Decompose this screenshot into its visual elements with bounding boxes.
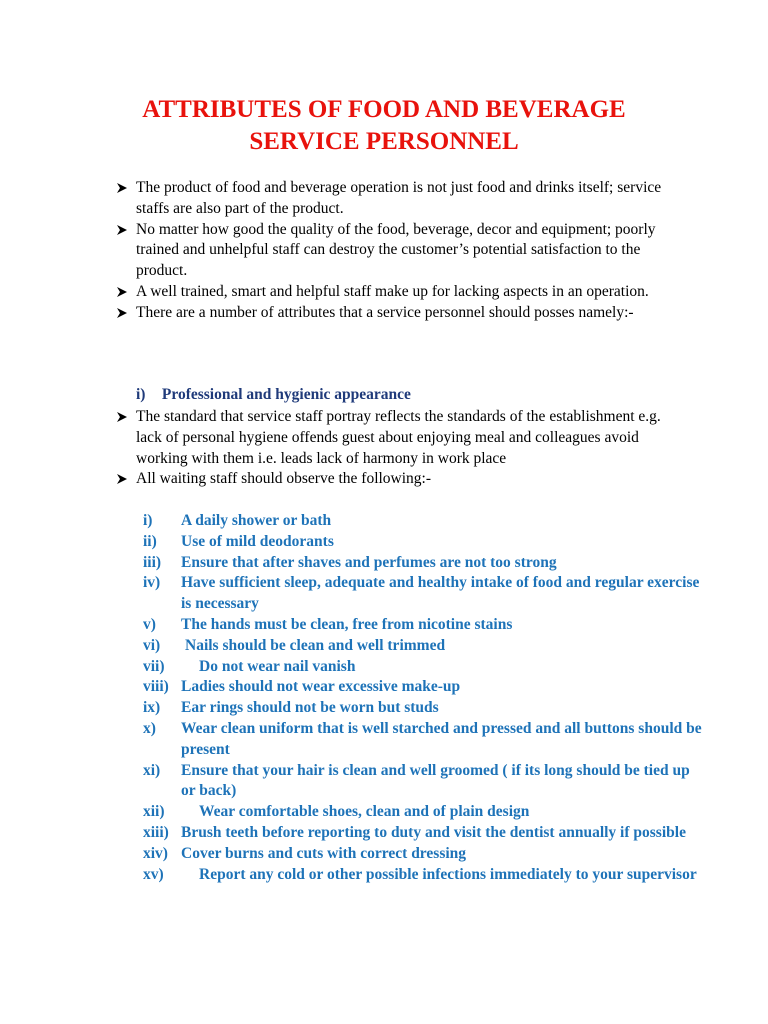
arrowhead-bullet-icon — [116, 473, 128, 485]
title-line-2: SERVICE PERSONNEL — [249, 128, 519, 155]
list-item — [143, 636, 703, 657]
item-text: Wear clean uniform that is well starched and pressed and all buttons should be present — [181, 719, 702, 758]
section-title: Professional and hygienic appearance — [161, 386, 411, 403]
item-text: Use of mild deodorants — [181, 532, 334, 550]
item-number: xv) — [143, 865, 164, 883]
document-title — [0, 94, 768, 158]
list-item — [143, 573, 703, 615]
item-number: v) — [143, 615, 156, 633]
item-number: viii) — [143, 678, 169, 696]
item-number: xiv) — [143, 844, 168, 862]
arrowhead-bullet-icon — [116, 182, 128, 194]
item-number: xiii) — [143, 823, 169, 841]
bullet-text: A well trained, smart and helpful staff make up for lacking aspects in an operation. — [136, 282, 649, 300]
arrowhead-bullet-icon — [116, 307, 128, 319]
title-line-1: ATTRIBUTES OF FOOD AND BEVERAGE — [142, 96, 626, 123]
list-item — [143, 761, 703, 803]
arrowhead-bullet-icon — [116, 411, 128, 423]
bullet-text: No matter how good the quality of the food, beverage, decor and equipment; poorly trained and unhelpful staff can destroy the customer’s potential satisfaction to the product. — [136, 220, 656, 280]
list-item — [116, 407, 676, 469]
item-number: ii) — [143, 532, 157, 550]
item-number: xii) — [143, 803, 165, 821]
item-text: Have sufficient sleep, adequate and healthy intake of food and regular exercise is necessary — [181, 574, 700, 613]
item-text: Ladies should not wear excessive make-up — [181, 678, 461, 696]
item-number: iv) — [143, 574, 161, 592]
section-number: i) — [136, 386, 146, 403]
item-text: Wear comfortable shoes, clean and of plain design — [199, 803, 530, 821]
item-number: x) — [143, 719, 156, 737]
list-item — [143, 511, 703, 532]
list-item — [143, 615, 703, 636]
item-number: vii) — [143, 657, 165, 675]
item-text: Ensure that your hair is clean and well groomed ( if its long should be tied up or back) — [181, 761, 690, 800]
arrowhead-bullet-icon — [116, 224, 128, 236]
list-item — [143, 657, 703, 678]
item-text: Report any cold or other possible infections immediately to your supervisor — [199, 865, 697, 883]
item-number: i) — [143, 512, 153, 529]
list-item — [143, 802, 703, 823]
list-item — [143, 553, 703, 574]
list-item — [116, 282, 676, 303]
list-item — [143, 532, 703, 553]
item-number: iii) — [143, 553, 162, 571]
list-item — [116, 303, 676, 324]
list-item — [116, 178, 676, 220]
hygiene-checklist — [143, 511, 703, 885]
bullet-text: The standard that service staff portray reflects the standards of the establishment e.g. lack of personal hygiene offends guest about enjoying meal and colleagues avoid working with them i.e. leads lack of harmony in work place — [136, 408, 661, 467]
item-text: Ensure that after shaves and perfumes are not too strong — [181, 553, 557, 571]
item-text: Ear rings should not be worn but studs — [181, 699, 439, 717]
bullet-text: The product of food and beverage operation is not just food and drinks itself; service staffs are also part of the product. — [136, 179, 662, 217]
item-text: Brush teeth before reporting to duty and visit the dentist annually if possible — [181, 823, 686, 841]
section-heading — [136, 386, 411, 404]
list-item — [143, 719, 703, 761]
item-text: Cover burns and cuts with correct dressing — [181, 844, 467, 862]
list-item — [143, 823, 703, 844]
list-item — [116, 469, 676, 490]
item-number: vi) — [143, 636, 161, 654]
section-bullet-list — [116, 407, 676, 490]
bullet-text: There are a number of attributes that a service personnel should posses namely:- — [136, 303, 634, 321]
item-text: The hands must be clean, free from nicotine stains — [181, 615, 513, 633]
arrowhead-bullet-icon — [116, 286, 128, 298]
list-item — [143, 865, 703, 886]
intro-bullet-list — [116, 178, 676, 324]
item-number: ix) — [143, 699, 161, 717]
bullet-text: All waiting staff should observe the following:- — [136, 470, 432, 488]
list-item — [143, 677, 703, 698]
item-text: Nails should be clean and well trimmed — [185, 636, 446, 654]
item-number: xi) — [143, 761, 161, 779]
list-item — [143, 698, 703, 719]
list-item — [143, 844, 703, 865]
item-text: Do not wear nail vanish — [199, 657, 356, 675]
item-text: A daily shower or bath — [181, 512, 332, 529]
list-item — [116, 220, 676, 282]
